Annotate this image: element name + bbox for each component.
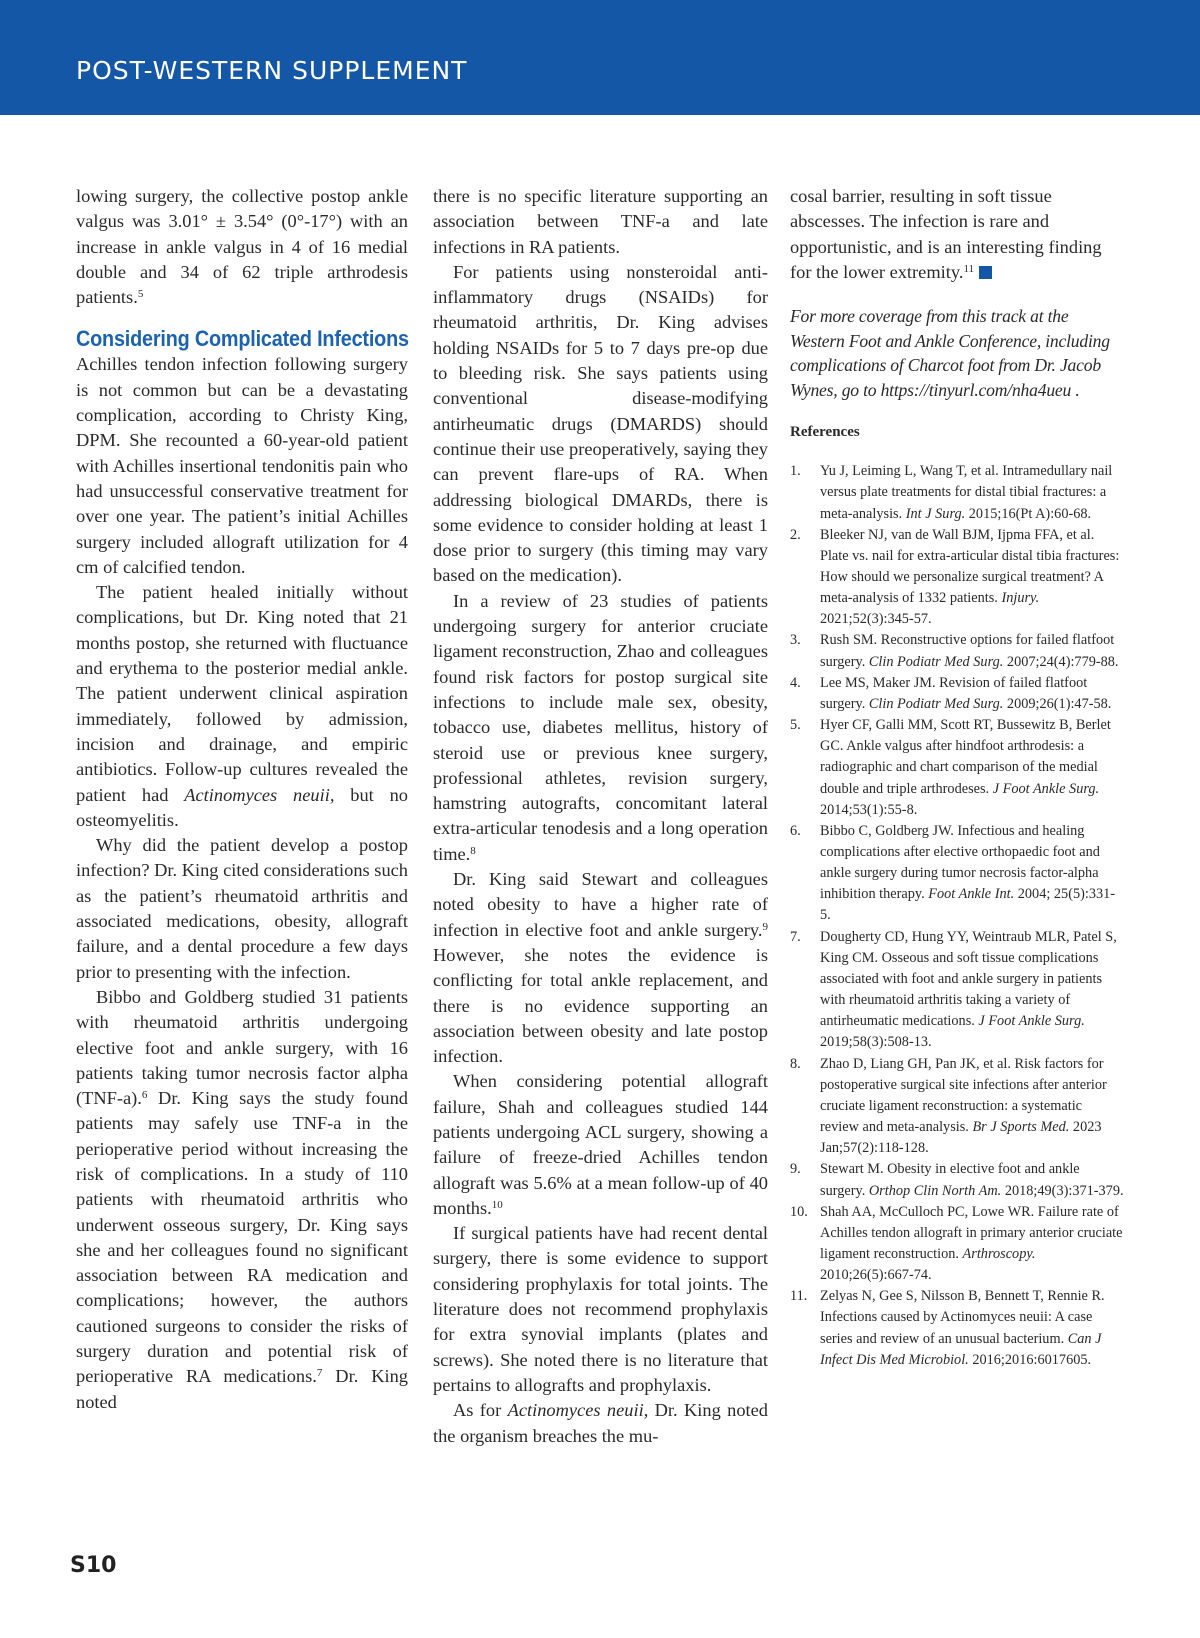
reference-citation: 2018;49(3):371-379. xyxy=(1001,1182,1124,1199)
references-list xyxy=(790,461,1124,1371)
section-title: POST-WESTERN SUPPLEMENT xyxy=(76,56,468,85)
reference-text: Zhao D, Liang GH, Pan JK, et al. Risk factors for postoperative surgical site infections after anterior cruciate ligament reconstruction: a systematic review and meta-analysis. xyxy=(820,1055,1107,1136)
reference-journal: J Foot Ankle Surg. xyxy=(978,1013,1085,1030)
more-coverage-link[interactable]: https://tinyurl.com/nha4ueu xyxy=(880,379,1072,400)
paragraph: cosal barrier, resulting in soft tissue abscesses. The infection is rare and opportunistic, and is an interesting finding for the lower extremity.$^{11}$ xyxy=(790,186,1102,282)
reference-journal: Can J Infect Dis Med Microbiol. xyxy=(820,1330,1102,1368)
reference-text: Bleeker NJ, van de Wall BJM, Ijpma FFA, et al. Plate vs. nail for extra-articular distal tibia fractures: How should we personalize surgical treatment? A meta-analysis of 1332 patients. xyxy=(820,526,1120,607)
reference-text: Hyer CF, Galli MM, Scott RT, Bussewitz B, Berlet GC. Ankle valgus after hindfoot arthrodesis: a radiographic and chart comparison of the medial double and triple arthrodeses. xyxy=(820,717,1111,797)
paragraph: When considering potential allograft failure, Shah and colleagues studied 144 patients undergoing ACL surgery, showing a failure of freeze-dried Achilles tendon allograft was 5.6% at a mean follow-up of 40 months.$^{10}$ xyxy=(433,1071,768,1218)
reference-item xyxy=(790,715,1124,821)
reference-number: 1. xyxy=(790,463,801,480)
reference-text: Rush SM. Reconstructive options for failed flatfoot surgery. xyxy=(820,632,1115,670)
article-column-2 xyxy=(433,184,768,1449)
paragraph: there is no specific literature supporting an association between TNF-a and late infections in RA patients. xyxy=(433,186,768,257)
reference-item xyxy=(790,1054,1124,1160)
article-column-1 xyxy=(76,184,408,1415)
paragraph: In a review of 23 studies of patients undergoing surgery for anterior cruciate ligament reconstruction, Zhao and colleagues found risk factors for postop surgical site infections to include male sex, obesity, tobacco use, diabetes mellitus, history of steroid use or previous knee surgery, professional athletes, revision surgery, hamstring autografts, concomitant lateral extra-articular tenodesis and a long operation time.$^8$ xyxy=(433,590,768,864)
reference-text: Yu J, Leiming L, Wang T, et al. Intramedullary nail versus plate treatments for distal tibial fractures: a meta-analysis. xyxy=(820,463,1113,522)
reference-journal: Orthop Clin North Am. xyxy=(868,1182,1002,1199)
paragraph: Bibbo and Goldberg studied 31 patients with rheumatoid arthritis undergoing elective foot and ankle surgery, with 16 patients taking tumor necrosis factor alpha (TNF-a).$^6$ Dr. King says the study found patients may safely use TNF-a in the perioperative period without increasing the risk of complications. In a study of 110 patients with rheumatoid arthritis who underwent osseous surgery, Dr. King says she and her colleagues found no significant association between RA medication and complications; however, the authors cautioned surgeons to consider the risks of surgery duration and potential risk of perioperative RA medications.$^7$ Dr. King noted xyxy=(76,986,409,1412)
reference-citation: 2014;53(1):55-8. xyxy=(820,801,918,818)
paragraph: Achilles tendon infection following surgery is not common but can be a devastating complication, according to Christy King, DPM. She recounted a 60-year-old patient with Achilles insertional tendonitis pain who had unsuccessful conservative treatment for over one year. The patient’s initial Achilles surgery included allograft utilization for 4 cm of calcified tendon. xyxy=(76,354,408,577)
paragraph: For patients using nonsteroidal anti-inflammatory drugs (NSAIDs) for rheumatoid arthritis, Dr. King advises holding NSAIDs for 5 to 7 days pre-op due to bleeding risk. She says patients using conventional disease-modifying antirheumatic drugs (DMARDS) should continue their use preoperatively, saying they can prevent flare-ups of RA. When addressing biological DMARDs, there is some evidence to consider holding at least 1 dose prior to surgery (this timing may vary based on the medication). xyxy=(433,261,768,586)
reference-text: Shah AA, McCulloch PC, Lowe WR. Failure rate of Achilles tendon allograft in primary anterior cruciate ligament reconstruction. xyxy=(820,1203,1123,1262)
reference-number: 3. xyxy=(790,632,801,649)
paragraph: lowing surgery, the collective postop ankle valgus was 3.01° ± 3.54° (0°-17°) with an increase in ankle valgus in 4 of 16 medial double and 34 of 62 triple arthrodesis patients.$^5$ xyxy=(76,186,408,308)
reference-text: Stewart M. Obesity in elective foot and ankle surgery. xyxy=(820,1161,1080,1199)
reference-item xyxy=(790,630,1124,672)
reference-citation: 2009;26(1):47-58. xyxy=(1003,695,1112,712)
reference-journal: Injury. xyxy=(1001,590,1040,607)
reference-item xyxy=(790,1202,1124,1287)
reference-journal: Foot Ankle Int. xyxy=(928,886,1015,903)
references-heading: References xyxy=(790,424,860,441)
reference-number: 8. xyxy=(790,1055,801,1072)
section-heading: Considering Complicated Infections xyxy=(76,326,409,352)
reference-number: 9. xyxy=(790,1161,801,1178)
reference-text: Lee MS, Maker JM. Revision of failed flatfoot surgery. xyxy=(820,674,1088,712)
page-number: S10 xyxy=(70,1553,117,1578)
reference-item xyxy=(790,1286,1124,1371)
reference-text: Zelyas N, Gee S, Nilsson B, Bennett T, Rennie R. Infections caused by Actinomyces neuii: A case series and review of an unusual bacterium. xyxy=(820,1288,1105,1347)
paragraph: Dr. King said Stewart and colleagues noted obesity to have a higher rate of infection in elective foot and ankle surgery.$^9$ However, she notes the evidence is conflicting for total ankle replacement, and there is no evidence supporting an association between obesity and late postop infection. xyxy=(433,869,768,1067)
paragraph: If surgical patients have had recent dental surgery, there is some evidence to support considering prophylaxis for total joints. The literature does not recommend prophylaxis for extra synovial implants (plates and screws). She noted there is no literature that pertains to allografts and prophylaxis. xyxy=(433,1223,768,1395)
reference-citation: 2019;58(3):508-13. xyxy=(820,1034,932,1051)
reference-item xyxy=(790,1159,1124,1201)
reference-number: 4. xyxy=(790,674,801,691)
reference-number: 6. xyxy=(790,822,801,839)
reference-item xyxy=(790,673,1124,715)
reference-number: 2. xyxy=(790,526,801,543)
reference-citation: 2016;2016:6017605. xyxy=(968,1351,1092,1368)
reference-citation: 2004; 25(5):331-5. xyxy=(820,886,1116,924)
paragraph: The patient healed initially without complications, but Dr. King noted that 21 months postop, she returned with fluctuance and erythema to the posterior medial ankle. The patient underwent clinical aspiration immediately, followed by admission, incision and drainage, and empiric antibiotics. Follow-up cultures revealed the patient had Actinomyces neuii, but no osteomyelitis. xyxy=(76,582,408,830)
reference-journal: Br J Sports Med. xyxy=(972,1119,1070,1136)
reference-item xyxy=(790,927,1124,1054)
end-of-article-mark xyxy=(979,266,992,279)
reference-journal: Arthroscopy. xyxy=(962,1245,1036,1262)
reference-text: Dougherty CD, Hung YY, Weintraub MLR, Patel S, King CM. Osseous and soft tissue complications associated with foot and ankle surgery in patients with rheumatoid arthritis taking a variety of antirheumatic medications. xyxy=(820,928,1117,1030)
reference-item xyxy=(790,461,1124,524)
reference-citation: 2015;16(Pt A):60-68. xyxy=(965,505,1092,522)
reference-journal: Clin Podiatr Med Surg. xyxy=(868,695,1004,712)
reference-journal: Int J Surg. xyxy=(905,505,966,522)
reference-journal: Clin Podiatr Med Surg. xyxy=(868,653,1004,670)
paragraph: As for Actinomyces neuii, Dr. King noted the organism breaches the mu- xyxy=(433,1400,768,1446)
paragraph: Why did the patient develop a postop infection? Dr. King cited considerations such as the patient’s rheumatoid arthritis and associated medications, obesity, allograft failure, and a dental procedure a few days prior to presenting with the infection. xyxy=(76,835,408,982)
article-column-3 xyxy=(790,184,1124,1371)
reference-item xyxy=(790,525,1124,631)
reference-number: 5. xyxy=(790,717,801,734)
reference-citation: 2010;26(5):667-74. xyxy=(820,1267,932,1284)
reference-number: 10. xyxy=(790,1203,808,1220)
more-coverage-note: For more coverage from this track at the Western Foot and Ankle Conference, including complications of Charcot foot from Dr. Jacob Wynes, go to https://tinyurl.com/nha4ueu . xyxy=(790,306,1110,400)
reference-citation: 2007;24(4):779-88. xyxy=(1003,653,1119,670)
reference-journal: J Foot Ankle Surg. xyxy=(992,780,1100,797)
reference-citation: 2023 Jan;57(2):118-128. xyxy=(820,1119,1102,1157)
reference-item xyxy=(790,821,1124,927)
header-banner xyxy=(0,0,1200,115)
reference-number: 11. xyxy=(790,1288,808,1305)
reference-number: 7. xyxy=(790,928,801,945)
reference-citation: 2021;52(3):345-57. xyxy=(820,611,932,628)
reference-text: Bibbo C, Goldberg JW. Infectious and healing complications after elective orthopaedic foot and ankle surgery during tumor necrosis factor-alpha inhibition therapy. xyxy=(820,822,1100,903)
